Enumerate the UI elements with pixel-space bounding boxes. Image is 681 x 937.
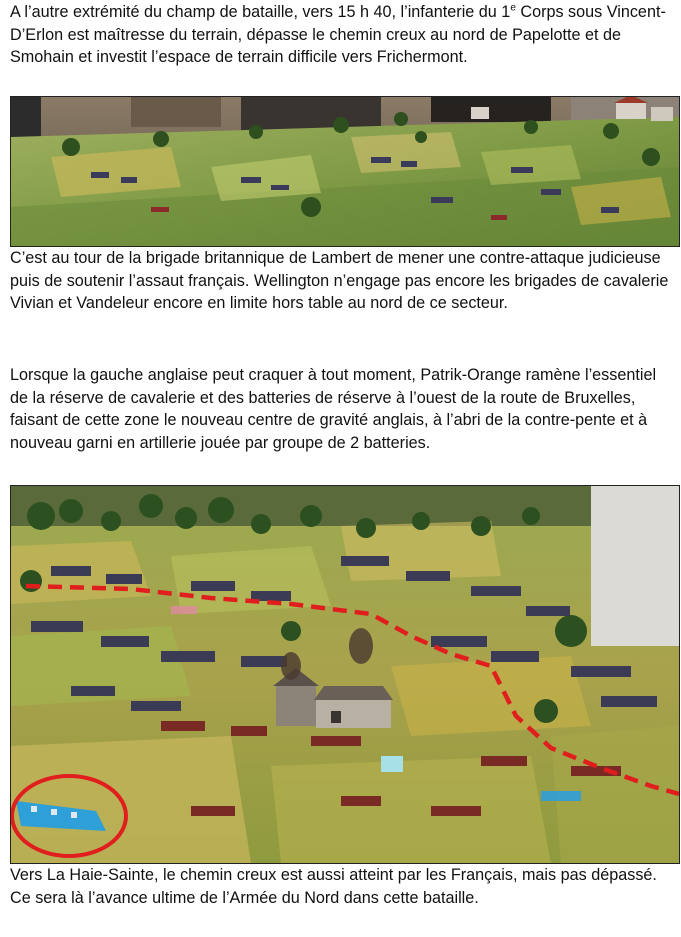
- paragraph-haie-sainte: Vers La Haie-Sainte, le chemin creux est aussi atteint par les Français, mais pas dépassé. Ce sera là l’avance ultime de l’Armée du Nord dans cette bataille.: [10, 866, 657, 907]
- paragraph-intro-text: A l’autre extrémité du champ de bataille, vers 15 h 40, l’infanterie du 1: [10, 3, 511, 21]
- photo-illustration-main: [11, 486, 679, 863]
- paragraph-reserve: Lorsque la gauche anglaise peut craquer à tout moment, Patrik-Orange ramène l’essentiel de la réserve de cavalerie et des batteries de réserve à l’ouest de la route de Bruxelles, faisant de cette zone le nouveau centre de gravité anglais, à l’abri de la contre-pente et à nouveau garni en artillerie jouée par groupe de 2 batteries.: [10, 366, 657, 452]
- wargame-table-photo-top: [10, 96, 680, 247]
- wargame-table-photo-main: [10, 485, 680, 864]
- ordinal-superscript: e: [510, 2, 516, 14]
- paragraph-intro-text-end: Corps sous Vincent-D’Erlon est maîtresse du terrain, dépasse le chemin creux au nord de Papelotte et de Smohain et investit l’espace de terrain difficile vers Frichermont.: [10, 3, 666, 67]
- photo-illustration-top: [11, 97, 679, 246]
- paragraph-intro: [10, 1, 678, 69]
- paragraph-lambert: C’est au tour de la brigade britannique de Lambert de mener une contre-attaque judicieuse puis de soutenir l’assaut français. Wellington n’engage pas encore les brigades de cavalerie Vivian et Vandeleur encore en limite hors table au nord de ce secteur.: [10, 249, 669, 313]
